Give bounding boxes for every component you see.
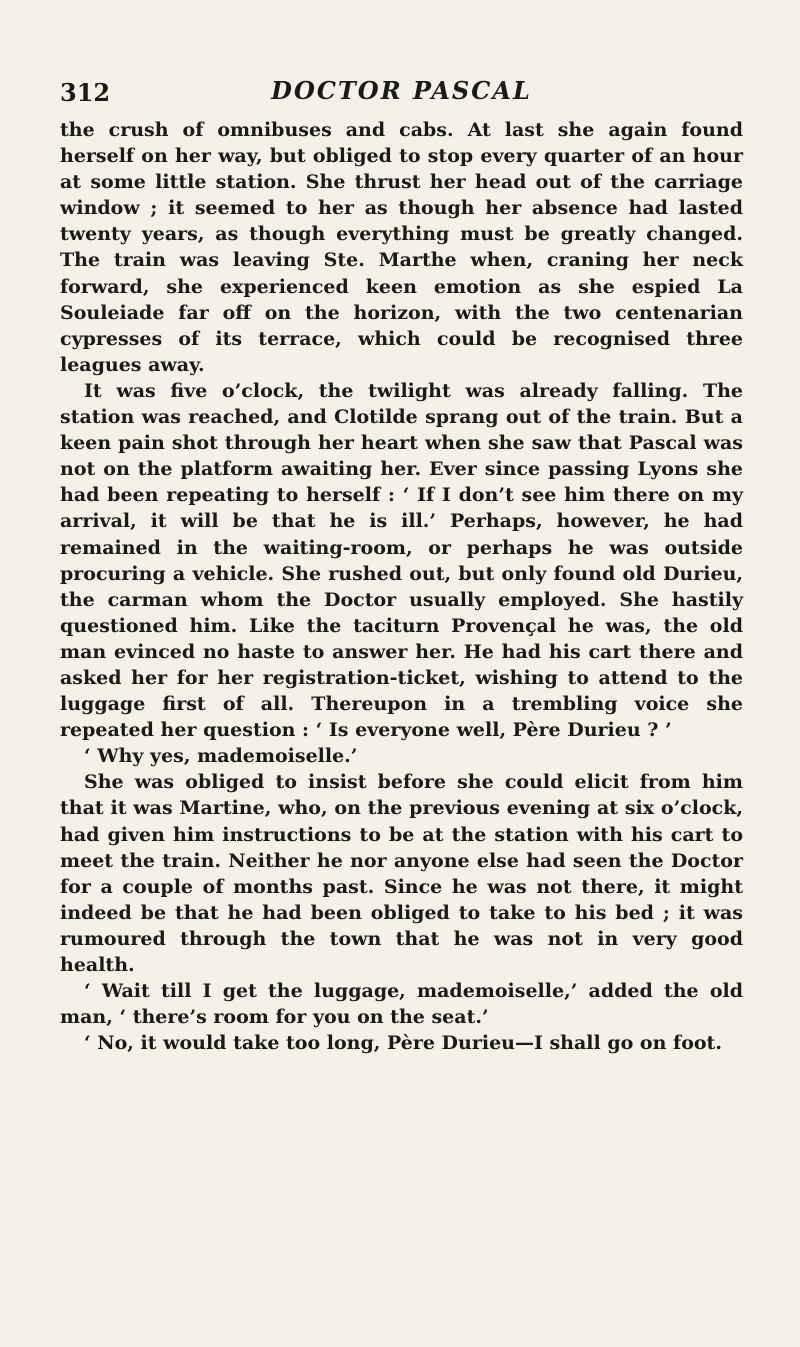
running-head: [60, 72, 743, 112]
paragraph: She was obliged to insist before she could elicit from him that it was Martine, who, on the previous evening at six o’clock, had given him instructions to be at the station with his cart to meet the train. Neither he nor anyone else had seen the Doctor for a couple of months past. Since he was not there, it might indeed be that he had been obliged to take to his bed ; it was rumoured through the town that he was not in very good health.: [60, 771, 743, 976]
body-text: [60, 117, 743, 1056]
paragraph-dialogue: ‘ Wait till I get the luggage, mademoiselle,’ added the old man, ‘ there’s room for you on the seat.’: [60, 980, 743, 1029]
paragraph-continuation: the crush of omnibuses and cabs. At last she again found herself on her way, but obliged to stop every quarter of an hour at some little station. She thrust her head out of the carriage window ; it seemed to her as though her absence had lasted twenty years, as though everything must be greatly changed. The train was leaving Ste. Marthe when, craning her neck forward, she experienced keen emotion as she espied La Souleiade far off on the horizon, with the two centenarian cypresses of its terrace, which could be recognised three leagues away.: [60, 119, 743, 376]
page-number: 312: [60, 78, 111, 107]
paragraph: It was five o’clock, the twilight was already falling. The station was reached, and Clotilde sprang out of the train. But a keen pain shot through her heart when she saw that Pascal was not on the platform awaiting her. Ever since passing Lyons she had been repeating to herself : ‘ If I don’t see him there on my arrival, it will be that he is ill.’ Perhaps, however, he had remained in the waiting-room, or perhaps he was outside procuring a vehicle. She rushed out, but only found old Durieu, the carman whom the Doctor usually employed. She hastily questioned him. Like the taciturn Provençal he was, the old man evinced no haste to answer her. He had his cart there and asked her for her registration-ticket, wishing to attend to the luggage first of all. Thereupon in a trembling voice she repeated her question : ‘ Is everyone well, Père Durieu ? ’: [60, 379, 743, 742]
paragraph-dialogue: ‘ Why yes, mademoiselle.’: [84, 745, 358, 768]
running-title: DOCTOR PASCAL: [271, 76, 532, 105]
paragraph-dialogue: ‘ No, it would take too long, Père Durieu—I shall go on foot.: [84, 1032, 722, 1055]
